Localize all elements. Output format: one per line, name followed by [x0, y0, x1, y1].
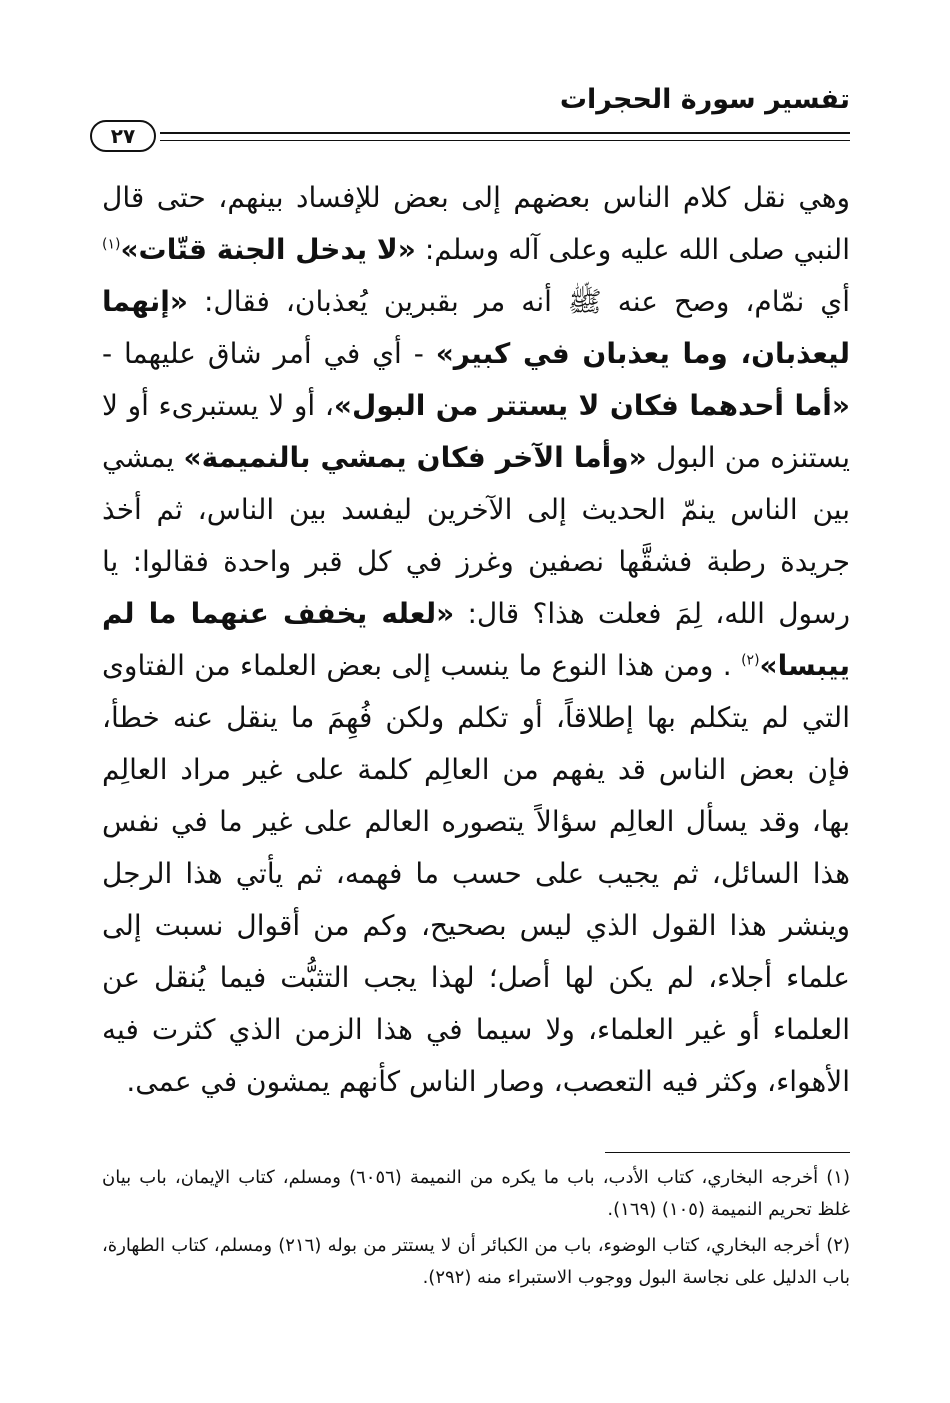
text-segment: - أي في أمر شاق عليهما -: [102, 337, 436, 370]
footnote-ref: (٢): [741, 652, 760, 669]
hadith-quote: «أما أحدهما فكان لا يستتر من البول»: [333, 389, 850, 422]
footnote-ref: (١): [102, 236, 121, 253]
text-segment: يمشي بين الناس ينمّ الحديث إلى الآخرين ليفسد بين الناس، ثم أخذ جريدة رطبة فشقَّها نصفين وغرز في كل قبر واحدة فقالوا: يا رسول الله، لِمَ فعلت هذا؟ قال:: [102, 441, 850, 630]
book-title: تفسير سورة الحجرات: [559, 84, 850, 115]
hadith-quote: «إنهما ليعذبان، وما يعذبان في كبير»: [102, 285, 851, 370]
footnote-1: (١) أخرجه البخاري، كتاب الأدب، باب ما يكره من النميمة (٦٠٥٦) ومسلم، كتاب الإيمان، باب بيان غلظ تحريم النميمة (١٠٥) (١٦٩).: [102, 1167, 850, 1220]
hadith-quote: «وأما الآخر فكان يمشي بالنميمة»: [183, 441, 647, 474]
hadith-quote: «لعله يخفف عنهما ما لم ييبسا»: [102, 597, 850, 682]
footnote-separator: [605, 1152, 850, 1153]
hadith-quote: «لا يدخل الجنة قتّات»: [120, 233, 416, 266]
header-rule-thin: [160, 140, 850, 141]
text-segment: . ومن هذا النوع ما ينسب إلى بعض العلماء من الفتاوى التي لم يتكلم بها إطلاقاً، أو تكلم ولكن فُهِمَ ما ينقل عنه خطأ، فإن بعض الناس قد يفهم من العالِم كلمة على غير مراد العالِم بها، وقد يسأل العالِم سؤالاً يتصوره العالم على غير ما في نفس هذا السائل، ثم يجيب على حسب ما فهمه، ثم يأتي هذا الرجل وينشر هذا القول الذي ليس بصحيح، وكم من أقوال نسبت إلى علماء أجلاء، لم يكن لها أصل؛ لهذا يجب التثبُّت فيما يُنقل عن العلماء أو غير العلماء، ولا سيما في هذا الزمن الذي كثرت فيه الأهواء، وكثر فيه التعصب، وصار الناس كأنهم يمشون في عمى.: [102, 649, 850, 1098]
text-segment: ، أو لا يستبرىء أو لا يستنزه من البول: [102, 389, 850, 474]
header-rule: [160, 132, 850, 134]
footnotes: [102, 1162, 850, 1298]
text-segment: أي نمّام، وصح عنه ﷺ أنه مر بقبرين يُعذبان، فقال:: [187, 285, 850, 318]
text-segment: وهي نقل كلام الناس بعضهم إلى بعض للإفساد بينهم، حتى قال النبي صلى الله عليه وعلى آله وسلم:: [102, 181, 850, 266]
main-text: [102, 172, 850, 1108]
page-number: ٢٧: [90, 120, 156, 152]
footnote-2: (٢) أخرجه البخاري، كتاب الوضوء، باب من الكبائر أن لا يستتر من بوله (٢١٦) ومسلم، كتاب الطهارة، باب الدليل على نجاسة البول ووجوب الاستبراء منه (٢٩٢).: [102, 1235, 850, 1288]
page-header: [90, 84, 850, 154]
